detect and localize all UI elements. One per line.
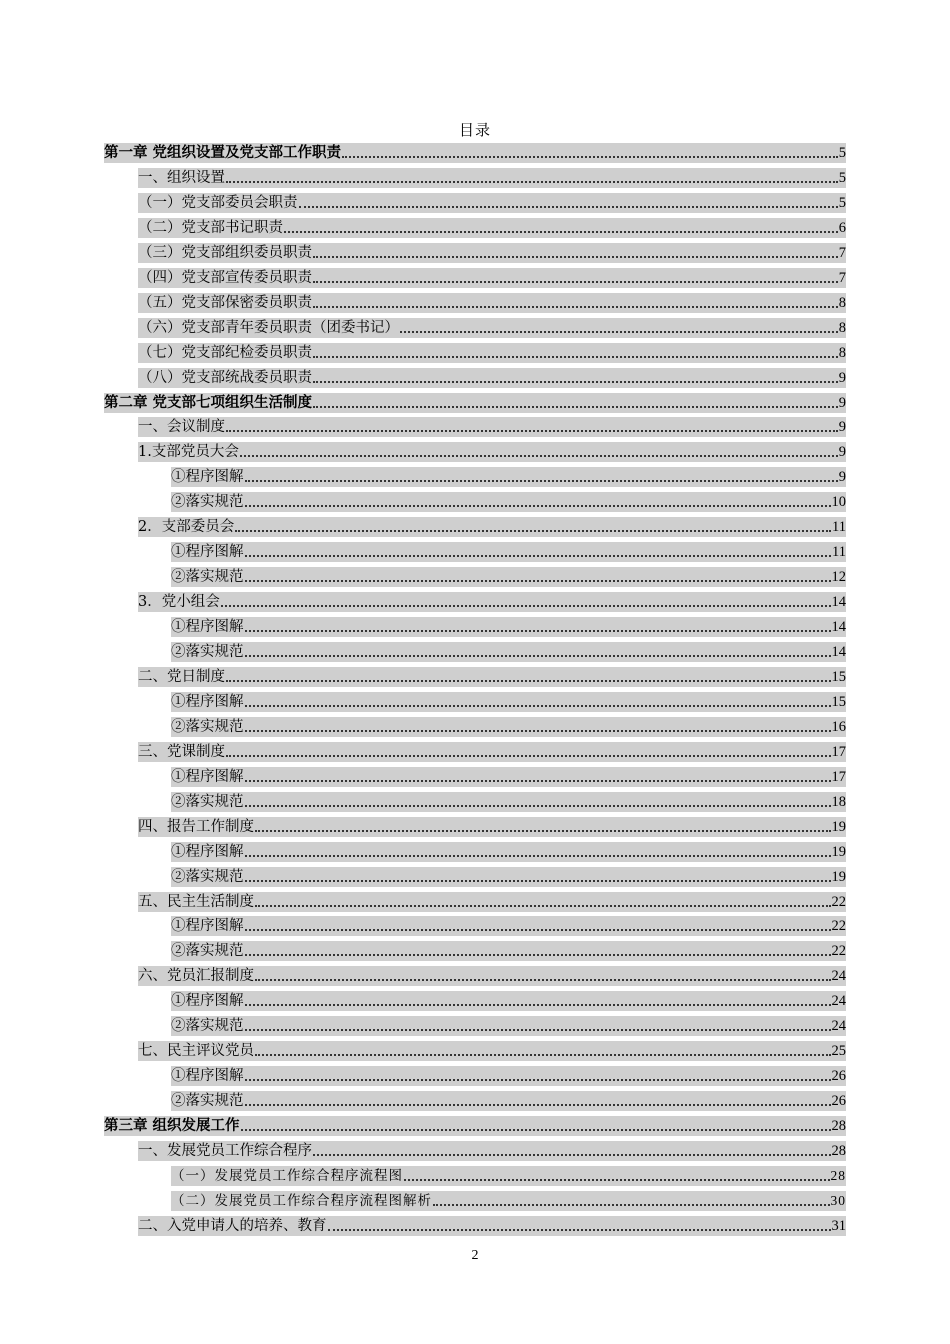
toc-dot-leader bbox=[404, 1179, 830, 1181]
toc-entry[interactable] bbox=[171, 467, 846, 487]
toc-entry-text: ①程序图解 bbox=[171, 544, 244, 561]
toc-entry-text: ②落实规范 bbox=[171, 943, 244, 960]
toc-dot-leader bbox=[245, 705, 831, 707]
toc-dot-leader bbox=[245, 505, 831, 507]
toc-entry[interactable] bbox=[171, 567, 846, 587]
toc-entry-page: 28 bbox=[831, 1143, 846, 1159]
toc-dot-leader bbox=[255, 1054, 831, 1056]
toc-dot-leader bbox=[255, 905, 831, 907]
toc-entry-text: 第二章 党支部七项组织生活制度 bbox=[104, 393, 313, 411]
toc-entry-text: ②落实规范 bbox=[171, 494, 244, 511]
toc-dot-leader bbox=[241, 1129, 831, 1131]
toc-entry-page: 16 bbox=[831, 718, 846, 735]
toc-entry-text: （一）党支部委员会职责 bbox=[138, 194, 298, 211]
toc-entry-text: 第一章 党组织设置及党支部工作职责 bbox=[104, 144, 342, 161]
toc-entry-text: （七）党支部纪检委员职责 bbox=[138, 344, 312, 361]
toc-dot-leader bbox=[313, 281, 838, 283]
toc-dot-leader bbox=[299, 206, 838, 208]
toc-entry-page: 6 bbox=[838, 219, 846, 236]
toc-entry-page: 24 bbox=[831, 968, 846, 985]
toc-entry-text: 1.支部党员大会 bbox=[138, 444, 239, 461]
toc-dot-leader bbox=[245, 655, 831, 657]
toc-dot-leader bbox=[226, 755, 831, 757]
toc-entry[interactable] bbox=[138, 817, 846, 837]
toc-dot-leader bbox=[313, 356, 838, 358]
toc-entry-page: 15 bbox=[831, 693, 846, 710]
toc-entry[interactable] bbox=[171, 1016, 846, 1036]
toc-entry[interactable] bbox=[138, 966, 846, 986]
toc-entry-page: 5 bbox=[838, 169, 846, 186]
page-number: 2 bbox=[471, 1248, 479, 1263]
toc-entry-text: （四）党支部宣传委员职责 bbox=[138, 269, 312, 286]
toc-dot-leader bbox=[245, 555, 832, 557]
toc-entry[interactable] bbox=[138, 218, 846, 238]
toc-entry[interactable] bbox=[171, 916, 846, 936]
toc-entry-page: 24 bbox=[831, 1018, 846, 1035]
toc-entry[interactable] bbox=[171, 1091, 846, 1111]
toc-entry[interactable] bbox=[138, 1041, 846, 1061]
toc-dot-leader bbox=[313, 1154, 831, 1156]
toc-entry[interactable] bbox=[171, 941, 846, 961]
toc-entry-text: 一、发展党员工作综合程序 bbox=[138, 1143, 312, 1159]
toc-entry-page: 28 bbox=[831, 1118, 846, 1135]
toc-entry-page: 14 bbox=[831, 594, 846, 611]
toc-entry[interactable] bbox=[138, 243, 846, 263]
toc-entry[interactable] bbox=[171, 1066, 846, 1086]
toc-entry-text: ②落实规范 bbox=[171, 644, 244, 660]
toc-dot-leader bbox=[226, 181, 838, 183]
toc-dot-leader bbox=[245, 954, 831, 956]
toc-dot-leader bbox=[313, 306, 838, 308]
toc-entry-text: 二、党日制度 bbox=[138, 668, 225, 685]
toc-entry-text: （五）党支部保密委员职责 bbox=[138, 294, 312, 311]
toc-entry-text: （二）发展党员工作综合程序流程图解析 bbox=[171, 1192, 432, 1209]
toc-entry[interactable] bbox=[138, 268, 846, 288]
toc-entry-page: 22 bbox=[831, 918, 846, 935]
toc-dot-leader bbox=[400, 331, 838, 333]
toc-entry-text: （三）党支部组织委员职责 bbox=[138, 244, 312, 261]
toc-entry[interactable] bbox=[138, 1141, 846, 1161]
toc-dot-leader bbox=[235, 530, 831, 532]
toc-entry-text: ②落实规范 bbox=[171, 793, 244, 810]
toc-entry[interactable] bbox=[171, 642, 846, 662]
toc-entry[interactable] bbox=[138, 343, 846, 363]
toc-dot-leader bbox=[245, 1029, 831, 1031]
toc-entry-page: 17 bbox=[831, 768, 846, 785]
toc-entry[interactable] bbox=[138, 892, 846, 912]
toc-entry-page: 19 bbox=[831, 818, 846, 835]
toc-entry-page: 30 bbox=[830, 1192, 846, 1208]
toc-entry-page: 31 bbox=[831, 1217, 846, 1234]
toc-entry-page: 8 bbox=[838, 319, 846, 336]
toc-entry[interactable] bbox=[171, 617, 846, 637]
toc-entry-page: 14 bbox=[831, 644, 846, 660]
toc-dot-leader bbox=[245, 929, 831, 931]
toc-entry-page: 8 bbox=[838, 294, 846, 311]
toc-entry-text: ②落实规范 bbox=[171, 1018, 244, 1035]
toc-dot-leader bbox=[313, 256, 838, 258]
toc-entry-text: 五、民主生活制度 bbox=[138, 893, 254, 910]
toc-entry-text: 六、党员汇报制度 bbox=[138, 968, 254, 985]
toc-entry[interactable] bbox=[138, 193, 846, 213]
toc-dot-leader bbox=[245, 480, 838, 482]
toc-entry-page: 19 bbox=[831, 843, 846, 860]
toc-entry-page: 10 bbox=[831, 494, 846, 511]
toc-entry-text: 一、会议制度 bbox=[138, 419, 225, 436]
toc-entry-page: 22 bbox=[831, 943, 846, 960]
toc-entry-page: 9 bbox=[838, 469, 846, 486]
toc-dot-leader bbox=[245, 780, 831, 782]
toc-entry-text: ②落实规范 bbox=[171, 868, 244, 885]
toc-entry-page: 9 bbox=[838, 369, 846, 386]
toc-dot-leader bbox=[245, 580, 831, 582]
toc-entry-text: ②落实规范 bbox=[171, 718, 244, 735]
toc-dot-leader bbox=[328, 1229, 831, 1231]
toc-entry-text: （八）党支部统战委员职责 bbox=[138, 369, 312, 386]
toc-entry-text: （二）党支部书记职责 bbox=[138, 219, 283, 236]
toc-entry-text: ②落实规范 bbox=[171, 569, 244, 586]
toc-dot-leader bbox=[313, 406, 838, 408]
toc-entry-page: 19 bbox=[831, 868, 846, 885]
toc-dot-leader bbox=[255, 979, 831, 981]
toc-entry-page: 9 bbox=[838, 419, 846, 436]
toc-entry-page: 5 bbox=[838, 194, 846, 211]
toc-entry[interactable] bbox=[138, 293, 846, 313]
toc-dot-leader bbox=[245, 880, 831, 882]
toc-dot-leader bbox=[284, 231, 838, 233]
toc-entry[interactable] bbox=[138, 742, 846, 762]
toc-entry[interactable] bbox=[171, 842, 846, 862]
toc-entry-page: 18 bbox=[831, 793, 846, 810]
toc-dot-leader bbox=[313, 381, 838, 383]
toc-entry-text: ①程序图解 bbox=[171, 918, 244, 935]
toc-entry-text: ①程序图解 bbox=[171, 843, 244, 860]
toc-entry-page: 26 bbox=[831, 1093, 846, 1110]
toc-dot-leader bbox=[245, 855, 831, 857]
toc-dot-leader bbox=[245, 1104, 831, 1106]
toc-entry-page: 24 bbox=[831, 993, 846, 1010]
toc-entry-page: 14 bbox=[831, 619, 846, 636]
toc-entry[interactable] bbox=[104, 393, 846, 413]
toc-entry-text: 二、入党申请人的培养、教育 bbox=[138, 1217, 327, 1234]
toc-entry[interactable] bbox=[138, 517, 846, 537]
toc-entry[interactable] bbox=[171, 991, 846, 1011]
toc-entry-text: 七、民主评议党员 bbox=[138, 1043, 254, 1060]
toc-entry-text: （一）发展党员工作综合程序流程图 bbox=[171, 1167, 403, 1184]
toc-dot-leader bbox=[245, 730, 831, 732]
toc-dot-leader bbox=[245, 1004, 831, 1006]
toc-dot-leader bbox=[240, 455, 838, 457]
toc-title: 目录 bbox=[458, 121, 491, 139]
toc-entry-text: ①程序图解 bbox=[171, 768, 244, 785]
toc-entry[interactable] bbox=[171, 692, 846, 712]
toc-dot-leader bbox=[245, 1079, 831, 1081]
toc-entry-page: 7 bbox=[838, 244, 846, 261]
toc-entry[interactable] bbox=[171, 492, 846, 512]
toc-entry[interactable] bbox=[138, 417, 846, 437]
toc-entry-text: 2．支部委员会 bbox=[138, 519, 235, 536]
toc-entry-page: 11 bbox=[832, 519, 846, 536]
toc-entry[interactable] bbox=[171, 1191, 846, 1211]
toc-entry[interactable] bbox=[138, 1216, 846, 1236]
toc-entry-text: ①程序图解 bbox=[171, 693, 244, 710]
toc-entry[interactable] bbox=[138, 168, 846, 188]
toc-entry-text: ①程序图解 bbox=[171, 469, 244, 486]
toc-entry[interactable] bbox=[104, 1116, 846, 1136]
toc-entry-page: 5 bbox=[838, 145, 846, 161]
toc-entry-text: 3．党小组会 bbox=[138, 594, 220, 611]
toc-entry[interactable] bbox=[171, 792, 846, 812]
toc-entry[interactable] bbox=[104, 143, 846, 163]
toc-entry-text: ①程序图解 bbox=[171, 993, 244, 1010]
toc-entry[interactable] bbox=[171, 542, 846, 562]
toc-entry-page: 12 bbox=[831, 569, 846, 586]
toc-entry-page: 15 bbox=[831, 668, 846, 685]
toc-entry-page: 28 bbox=[830, 1167, 846, 1183]
toc-dot-leader bbox=[433, 1204, 830, 1206]
toc-dot-leader bbox=[226, 680, 831, 682]
toc-entry-text: ①程序图解 bbox=[171, 1068, 244, 1085]
toc-entry-text: ②落实规范 bbox=[171, 1093, 244, 1110]
toc-dot-leader bbox=[245, 805, 831, 807]
toc-entry-page: 26 bbox=[831, 1068, 846, 1085]
toc-entry-text: 一、组织设置 bbox=[138, 169, 225, 186]
toc-entry[interactable] bbox=[171, 1166, 846, 1186]
toc-dot-leader bbox=[221, 605, 831, 607]
toc-entry[interactable] bbox=[138, 592, 846, 612]
toc-entry-text: ①程序图解 bbox=[171, 619, 244, 636]
toc-dot-leader bbox=[226, 430, 838, 432]
toc-entry-text: 第三章 组织发展工作 bbox=[104, 1117, 240, 1135]
toc-dot-leader bbox=[245, 630, 831, 632]
toc-entry-text: （六）党支部青年委员职责（团委书记） bbox=[138, 319, 399, 336]
toc-entry[interactable] bbox=[138, 368, 846, 388]
toc-entry-page: 22 bbox=[831, 893, 846, 910]
toc-entry-page: 17 bbox=[831, 743, 846, 760]
toc-entry-page: 9 bbox=[838, 394, 846, 411]
toc-entry[interactable] bbox=[171, 767, 846, 787]
toc-entry-text: 三、党课制度 bbox=[138, 743, 225, 760]
toc-entry-page: 11 bbox=[832, 544, 846, 561]
toc-entry-page: 9 bbox=[838, 444, 846, 461]
toc-entry[interactable] bbox=[138, 318, 846, 338]
toc-entry[interactable] bbox=[171, 867, 846, 887]
toc-entry[interactable] bbox=[138, 442, 846, 462]
toc-dot-leader bbox=[342, 156, 838, 158]
toc-entry-page: 8 bbox=[838, 344, 846, 361]
toc-entry-page: 7 bbox=[838, 269, 846, 286]
toc-entry[interactable] bbox=[171, 717, 846, 737]
toc-entry-page: 25 bbox=[831, 1043, 846, 1060]
toc-entry[interactable] bbox=[138, 667, 846, 687]
toc-entry-text: 四、报告工作制度 bbox=[138, 818, 254, 835]
toc-dot-leader bbox=[255, 830, 831, 832]
